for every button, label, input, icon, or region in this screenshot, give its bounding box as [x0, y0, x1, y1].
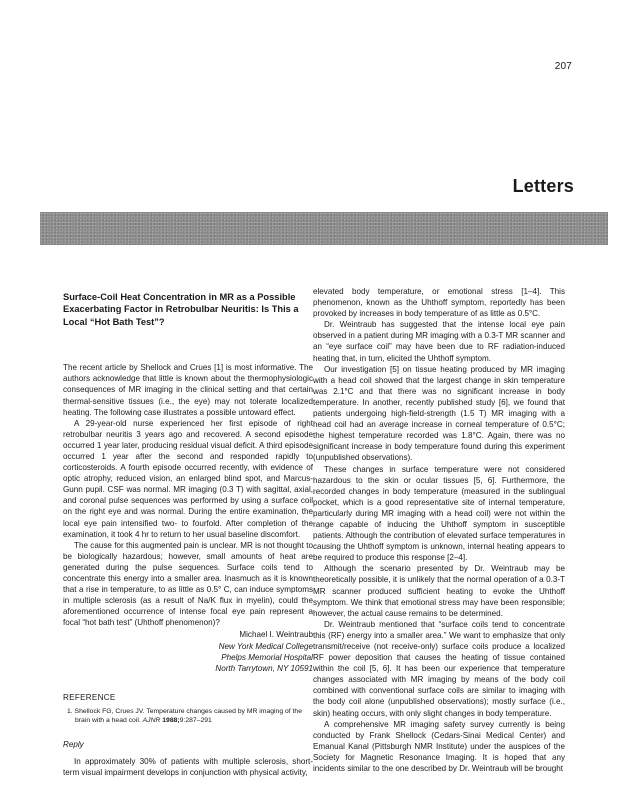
- author-affiliation: New York Medical College: [218, 641, 313, 651]
- letter-paragraph: The cause for this augmented pain is unclear. MR is not thought to be biologically hazardous; however, small amounts of heat are generated during the pulse sequences. Surface coils tend to concentrate this energy into a smaller area. Inasmuch as it is known that a rise in temperature, to as little as 0.5° C, can induce symptoms in multiple sclerosis (as a result of Na/K flux in myelin), could the aforementioned occurrence of intense focal eye pain represent a focal “hot bath test” (Uhthoff phenomenon)?: [63, 540, 313, 628]
- reply-paragraph: Dr. Weintraub mentioned that “surface coils tend to concentrate this (RF) energy into a smaller area.” We want to emphasize that only transmit/receive (not receive-only) surface coils produce a localized RF power deposition that causes the heating of tissue contained within the coil [5, 6]. It has been our experience that temperature changes associated with MR imaging by means of the body coil combined with conventional surface coils are similar to imaging with the body coil alone (unpublished observations); mostly surface (i.e., skin) heating occurs, with only slight changes in body temperature.: [313, 619, 565, 718]
- reference-journal: AJNR: [142, 716, 161, 724]
- right-column: [313, 286, 565, 774]
- reply-paragraph: These changes in surface temperature were not considered hazardous to the skin or ocular tissues [5, 6]. Furthermore, the recorded changes in body temperature (measured in the sublingual pocket, which is a good representative site of internal temperature, particularly during MR imaging with a head coil) were not within the range capable of inducing the Uhthoff symptom in susceptible patients. Although the contribution of elevated surface temperatures in causing the Uhthoff symptom is unknown, internal heating appears to be required to produce this response [2–4].: [313, 464, 565, 563]
- reference-pages: 9:287–291: [179, 716, 212, 724]
- reply-paragraph: A comprehensive MR imaging safety survey currently is being conducted by Frank Shellock (Cedars-Sinai Medical Center) and Emanual Kanal (Pittsburgh NMR Institute) under the auspices of the Society for Magnetic Resonance Imaging. It is hoped that any incidents similar to the one described by Dr. Weintraub will be brought: [313, 719, 565, 774]
- article-title: Surface-Coil Heat Concentration in MR as a Possible Exacerbating Factor in Retrobulbar Neuritis: Is This a Local “Hot Bath Test”?: [63, 292, 299, 327]
- reference-year: 1988;: [162, 716, 180, 724]
- letter-paragraph: A 29-year-old nurse experienced her first episode of right retrobulbar neuritis 3 years ago and recovered. A second episode occurred 1 year later, producing residual visual deficit. A third episode occurred 1 year after the second and responded rapidly to corticosteroids. A fourth episode occurred recently, with evidence of optic atrophy, reduced vision, an enlarged blind spot, and Marcus-Gunn pupil. CSF was normal. MR imaging (0.3 T) with sagittal, axial, and coronal pulse sequences was performed by using a surface coil on the right eye and was normal. During the entire examination, the local eye pain intensified two- to fourfold. After completion of the examination, it took 4 hr to return to her usual baseline discomfort.: [63, 418, 313, 539]
- reply-heading: Reply: [63, 739, 84, 749]
- page-number: 207: [554, 61, 572, 72]
- reply-paragraph: Dr. Weintraub has suggested that the intense local eye pain observed in a patient during MR imaging with a 0.3-T MR scanner and an “eye surface coil” may have been due to RF radiation-induced heating that, in turn, elicited the Uhthoff symptom.: [313, 320, 565, 363]
- reference-text: 1. Shellock FG, Crues JV. Temperature changes caused by MR imaging of the brain with a head coil.: [67, 707, 302, 724]
- author-name: Michael I. Weintraub: [239, 630, 313, 640]
- author-signature: [63, 629, 313, 673]
- reference-item: [63, 707, 313, 725]
- section-banner: [40, 212, 608, 245]
- reply-paragraph: elevated body temperature, or emotional stress [1–4]. This phenomenon, known as the Uhthoff symptom, reportedly has been provoked by increases in body temperature of as little as 0.5°C.: [313, 287, 565, 319]
- reply-paragraph: Although the scenario presented by Dr. Weintraub may be theoretically possible, it is unlikely that the normal operation of a 0.3-T MR scanner produced sufficient heating to evoke the Uhthoff symptom. We think that emotional stress may have been responsible; however, the actual cause remains to be determined.: [313, 564, 565, 618]
- reply-paragraph: Our investigation [5] on tissue heating produced by MR imaging with a head coil showed that the largest change in skin temperature was 2.1°C and that there was no significant increase in body temperature. In another, recently published study [6], we found that patients undergoing high-field-strength (1.5 T) MR imaging with a head coil had an average increase in corneal temperature of 0.5°C; the highest temperature recorded was 1.8°C. Again, there was no significant increase in body temperature found during this experiment (unpublished observations).: [313, 364, 565, 463]
- author-affiliation: North Tarrytown, NY 10591: [215, 663, 313, 673]
- reference-heading: REFERENCE: [63, 692, 116, 702]
- reply-paragraph: In approximately 30% of patients with multiple sclerosis, short-term visual impairment develops in conjunction with physical activity,: [63, 757, 313, 778]
- section-title: Letters: [512, 176, 574, 196]
- letter-paragraph: The recent article by Shellock and Crues [1] is most informative. The authors acknowledge that little is known about the thermophysiologic consequences of MR imaging in the clinical setting and that certain thermal-sensitive tissues (i.e., the eye) may not tolerate localized heating. The following case illustrates a possible untoward effect.: [63, 363, 313, 417]
- left-column: [63, 291, 313, 778]
- author-affiliation: Phelps Memorial Hospital: [221, 652, 313, 662]
